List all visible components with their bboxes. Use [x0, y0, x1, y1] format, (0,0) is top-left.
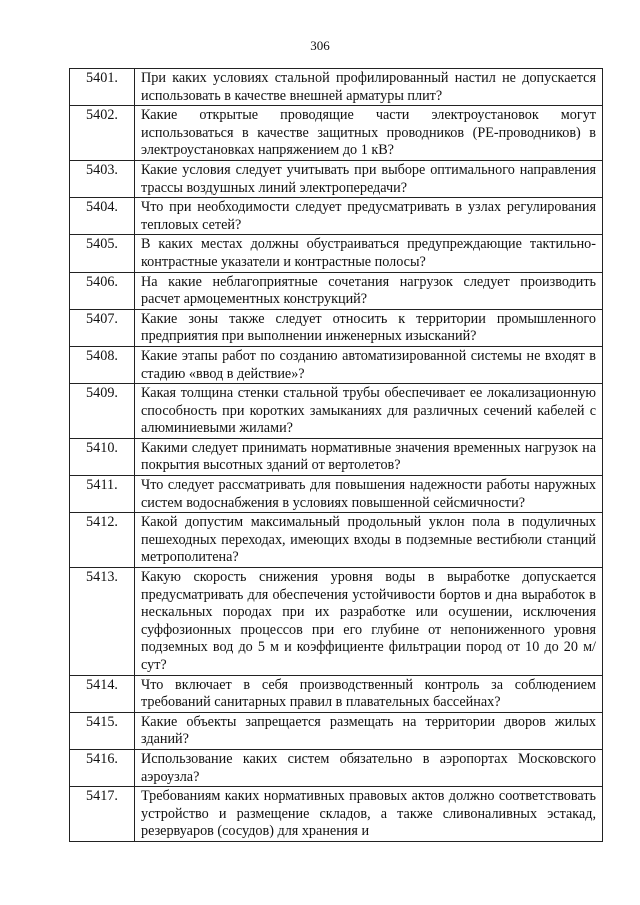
question-number: 5416. — [70, 749, 135, 786]
question-number: 5408. — [70, 346, 135, 383]
question-number: 5414. — [70, 675, 135, 712]
question-text: Какие объекты запрещается размещать на территории дворов жилых зданий? — [135, 712, 603, 749]
table-row — [70, 106, 603, 161]
question-number: 5409. — [70, 384, 135, 439]
question-text: Какие зоны также следует относить к территории промышленного предприятия при выполнении инженерных изысканий? — [135, 309, 603, 346]
question-text: Какие условия следует учитывать при выборе оптимального направления трассы воздушных линий электропередачи? — [135, 160, 603, 197]
question-number: 5411. — [70, 476, 135, 513]
question-text: Использование каких систем обязательно в аэропортах Московского аэроузла? — [135, 749, 603, 786]
table-row — [70, 384, 603, 439]
question-number: 5403. — [70, 160, 135, 197]
question-text: Что при необходимости следует предусматривать в узлах регулирования тепловых сетей? — [135, 198, 603, 235]
table-row — [70, 346, 603, 383]
question-text: Какие открытые проводящие части электроустановок могут использоваться в качестве защитных проводников (PE-проводников) в электроустановках напряжением до 1 кВ? — [135, 106, 603, 161]
question-number: 5410. — [70, 438, 135, 475]
question-number: 5401. — [70, 69, 135, 106]
questions-table — [69, 68, 603, 842]
question-number: 5412. — [70, 513, 135, 568]
table-row — [70, 235, 603, 272]
question-number: 5415. — [70, 712, 135, 749]
page-number: 306 — [310, 38, 330, 53]
question-text: Какую скорость снижения уровня воды в выработке допускается предусматривать для обеспечения устойчивости бортов и дна выработок в нескальных породах при их разработке или осушении, исключения суффозионных процессов при его глубине от непониженного уровня подземных вод до 5 м и коэффициенте фильтрации пород от 10 до 20 м/сут? — [135, 568, 603, 676]
question-text: Какие этапы работ по созданию автоматизированной системы не входят в стадию «ввод в действие»? — [135, 346, 603, 383]
table-row — [70, 749, 603, 786]
table-row — [70, 438, 603, 475]
table-row — [70, 272, 603, 309]
table-row — [70, 675, 603, 712]
question-text: Какая толщина стенки стальной трубы обеспечивает ее локализационную способность при коротких замыканиях для различных сечений кабелей с алюминиевыми жилами? — [135, 384, 603, 439]
question-number: 5402. — [70, 106, 135, 161]
question-text: Какой допустим максимальный продольный уклон пола в подуличных пешеходных переходах, имеющих входы в подземные вестибюли станций метрополитена? — [135, 513, 603, 568]
question-text: Что следует рассматривать для повышения надежности работы наружных систем водоснабжения в условиях повышенной сейсмичности? — [135, 476, 603, 513]
table-row — [70, 568, 603, 676]
table-row — [70, 476, 603, 513]
table-row — [70, 712, 603, 749]
question-number: 5406. — [70, 272, 135, 309]
question-text: Что включает в себя производственный контроль за соблюдением требований санитарных правил в плавательных бассейнах? — [135, 675, 603, 712]
table-row — [70, 198, 603, 235]
question-number: 5417. — [70, 787, 135, 842]
question-number: 5407. — [70, 309, 135, 346]
question-number: 5413. — [70, 568, 135, 676]
question-text: На какие неблагоприятные сочетания нагрузок следует производить расчет армоцементных конструкций? — [135, 272, 603, 309]
table-row — [70, 309, 603, 346]
question-text: Какими следует принимать нормативные значения временных нагрузок на покрытия высотных зданий от вертолетов? — [135, 438, 603, 475]
table-row — [70, 787, 603, 842]
question-text: Требованиям каких нормативных правовых актов должно соответствовать устройство и размещение складов, а также сливоналивных эстакад, резервуаров (сосудов) для хранения и — [135, 787, 603, 842]
table-row — [70, 513, 603, 568]
table-row — [70, 160, 603, 197]
question-number: 5404. — [70, 198, 135, 235]
question-text: В каких местах должны обустраиваться предупреждающие тактильно-контрастные указатели и контрастные полосы? — [135, 235, 603, 272]
question-number: 5405. — [70, 235, 135, 272]
table-row — [70, 69, 603, 106]
question-text: При каких условиях стальной профилированный настил не допускается использовать в качестве внешней арматуры плит? — [135, 69, 603, 106]
